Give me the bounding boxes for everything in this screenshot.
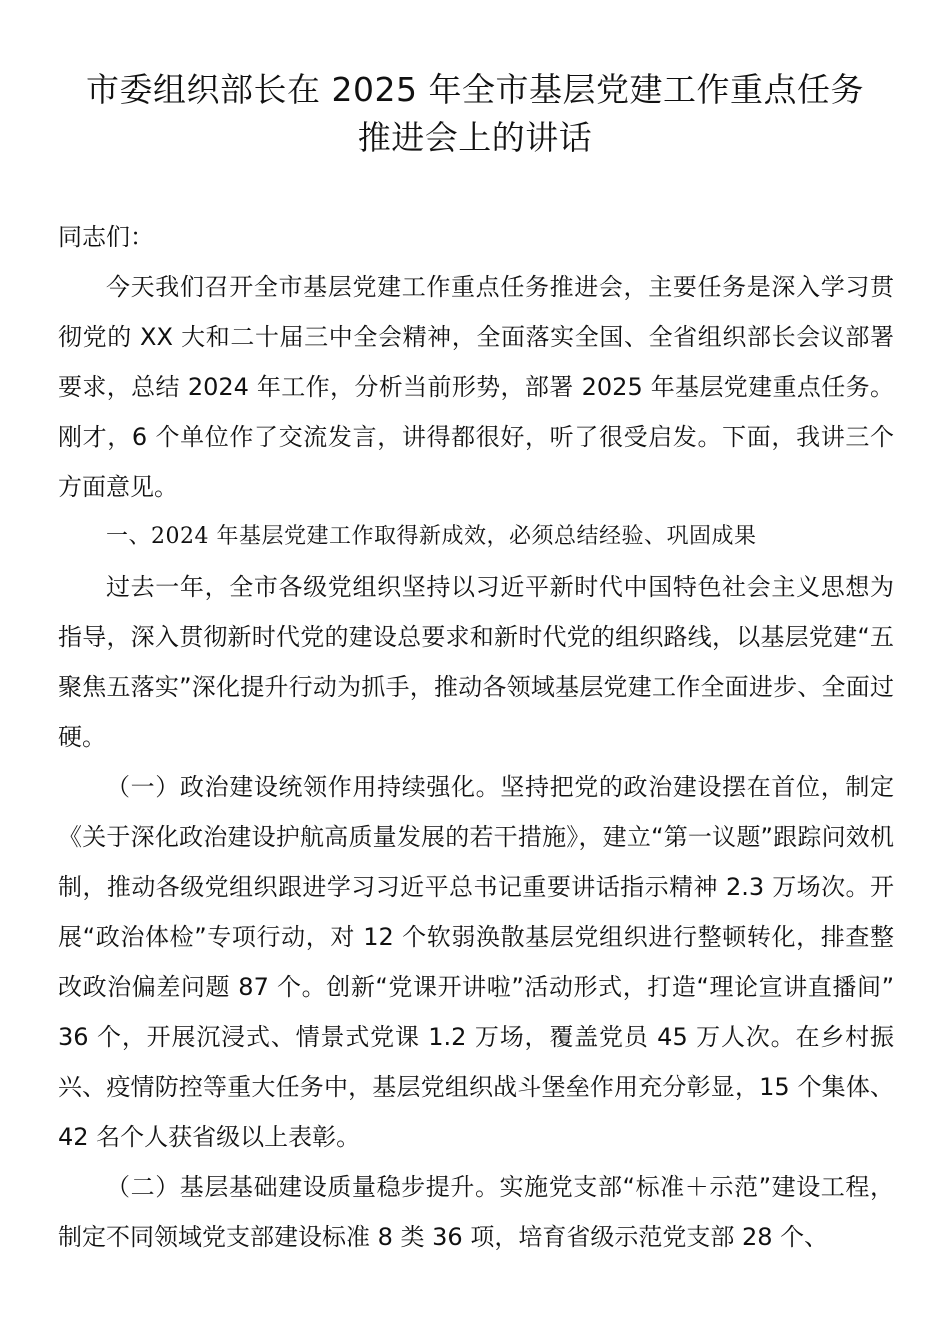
paragraph-review: 过去一年，全市各级党组织坚持以习近平新时代中国特色社会主义思想为指导，深入贯彻新时代党的建设总要求和新时代党的组织路线，以基层党建“五聚焦五落实”深化提升行动为抓手，推动各领域基层党建工作全面进步、全面过硬。 xyxy=(58,573,894,751)
document-title-line-2: 推进会上的讲话 xyxy=(357,118,593,157)
document-body xyxy=(58,212,894,1262)
section-heading-1: 一、2024 年基层党建工作取得新成效，必须总结经验、巩固成果 xyxy=(106,524,757,549)
greeting: 同志们： xyxy=(58,223,154,251)
paragraph-grassroots-foundation: （二）基层基础建设质量稳步提升。实施党支部“标准＋示范”建设工程，制定不同领域党支部建设标准 8 类 36 项，培育省级示范党支部 28 个、 xyxy=(58,1173,894,1251)
paragraph-opening: 今天我们召开全市基层党建工作重点任务推进会，主要任务是深入学习贯彻党的 XX 大和二十届三中全会精神，全面落实全国、全省组织部长会议部署要求，总结 2024 年工作，分析当前形势，部署 2025 年基层党建重点任务。刚才，6 个单位作了交流发言，讲得都很好，听了很受启发。下面，我讲三个方面意见。 xyxy=(58,273,894,501)
document-title-line-1: 市委组织部长在 2025 年全市基层党建工作重点任务 xyxy=(86,70,864,109)
paragraph-political-building: （一）政治建设统领作用持续强化。坚持把党的政治建设摆在首位，制定《关于深化政治建设护航高质量发展的若干措施》，建立“第一议题”跟踪问效机制，推动各级党组织跟进学习习近平总书记重要讲话指示精神 2.3 万场次。开展“政治体检”专项行动，对 12 个软弱涣散基层党组织进行整顿转化，排查整改政治偏差问题 87 个。创新“党课开讲啦”活动形式，打造“理论宣讲直播间” 36 个，开展沉浸式、情景式党课 1.2 万场，覆盖党员 45 万人次。在乡村振兴、疫情防控等重大任务中，基层党组织战斗堡垒作用充分彰显，15 个集体、42 名个人获省级以上表彰。 xyxy=(58,773,894,1151)
